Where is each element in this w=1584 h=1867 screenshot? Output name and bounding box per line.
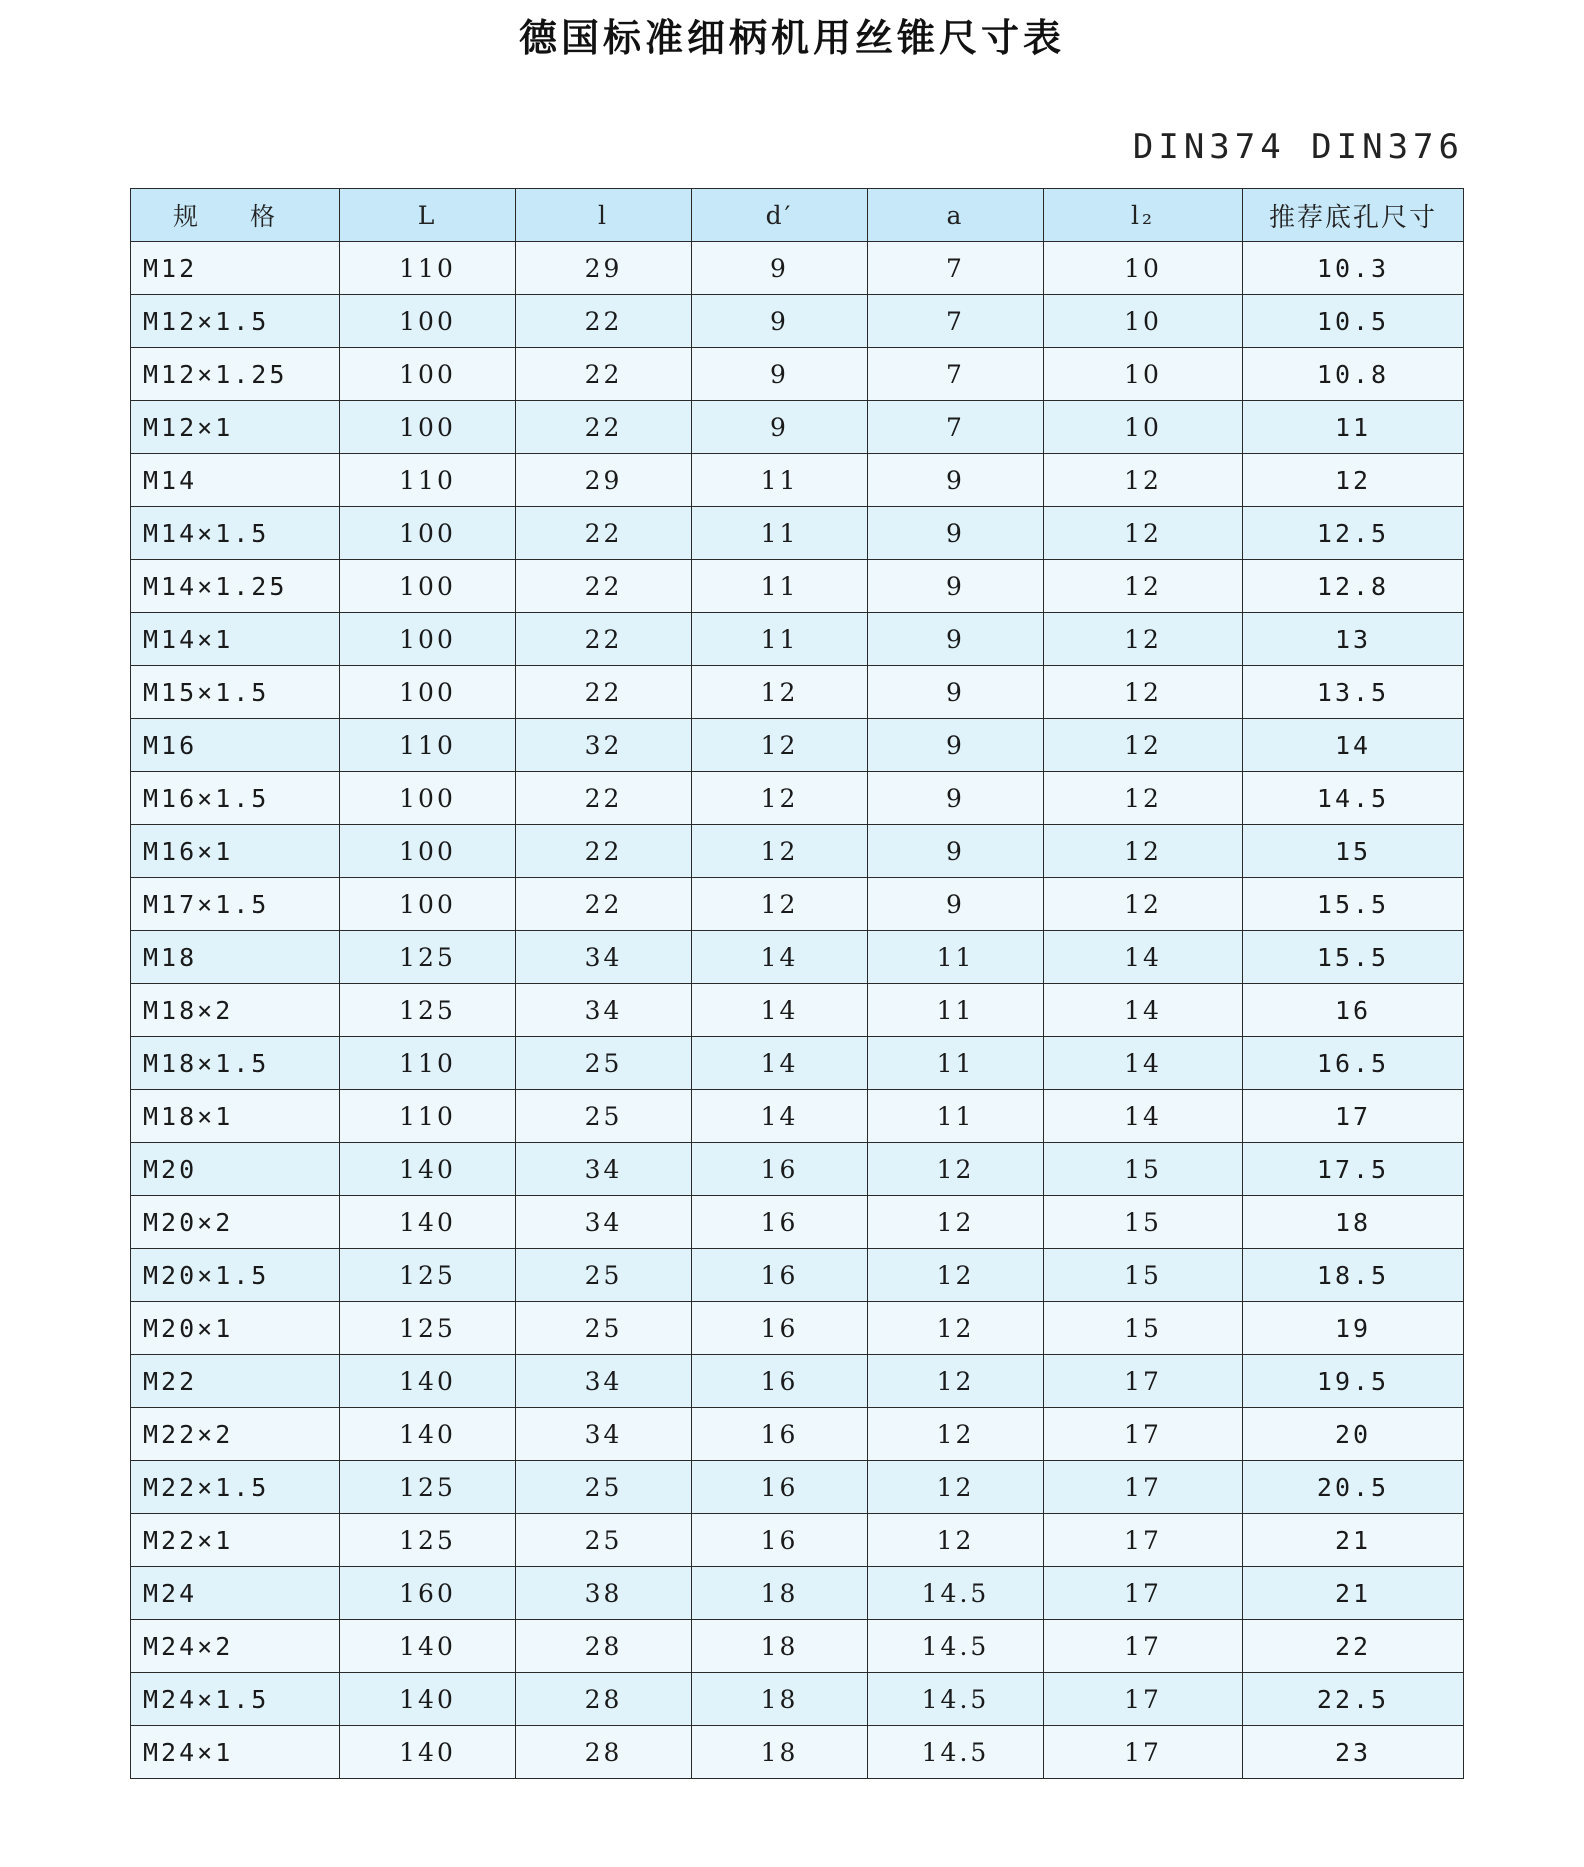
spec-cell: M18×1.5 [131, 1037, 340, 1090]
shank-diameter-cell: 14 [692, 1090, 868, 1143]
table-row [131, 666, 1464, 719]
square-length-cell: 17 [1044, 1726, 1243, 1779]
square-size-cell: 11 [868, 984, 1044, 1037]
square-length-cell: 12 [1044, 613, 1243, 666]
overall-length-cell: 100 [340, 825, 516, 878]
square-size-cell: 14.5 [868, 1620, 1044, 1673]
header-overall-length: L [340, 189, 516, 242]
hole-cell: 12 [1243, 454, 1464, 507]
hole-cell: 12.8 [1243, 560, 1464, 613]
tap-dimension-table [130, 188, 1464, 1779]
square-size-cell: 12 [868, 1514, 1044, 1567]
shank-diameter-cell: 12 [692, 878, 868, 931]
square-length-cell: 17 [1044, 1461, 1243, 1514]
square-size-cell: 12 [868, 1408, 1044, 1461]
hole-cell: 13 [1243, 613, 1464, 666]
table-row [131, 1461, 1464, 1514]
shank-diameter-cell: 9 [692, 348, 868, 401]
shank-diameter-cell: 16 [692, 1143, 868, 1196]
overall-length-cell: 125 [340, 1514, 516, 1567]
square-length-cell: 17 [1044, 1408, 1243, 1461]
square-size-cell: 11 [868, 1037, 1044, 1090]
square-size-cell: 11 [868, 1090, 1044, 1143]
spec-cell: M18×2 [131, 984, 340, 1037]
table-row [131, 931, 1464, 984]
hole-cell: 17 [1243, 1090, 1464, 1143]
square-length-cell: 14 [1044, 984, 1243, 1037]
hole-cell: 17.5 [1243, 1143, 1464, 1196]
spec-cell: M15×1.5 [131, 666, 340, 719]
shank-diameter-cell: 11 [692, 507, 868, 560]
overall-length-cell: 110 [340, 454, 516, 507]
hole-cell: 22 [1243, 1620, 1464, 1673]
table-row [131, 1726, 1464, 1779]
thread-length-cell: 34 [516, 1355, 692, 1408]
header-square-length: l₂ [1044, 189, 1243, 242]
thread-length-cell: 34 [516, 1196, 692, 1249]
table-row [131, 1196, 1464, 1249]
square-length-cell: 12 [1044, 507, 1243, 560]
shank-diameter-cell: 16 [692, 1302, 868, 1355]
overall-length-cell: 140 [340, 1408, 516, 1461]
shank-diameter-cell: 9 [692, 401, 868, 454]
overall-length-cell: 100 [340, 560, 516, 613]
spec-cell: M24×1.5 [131, 1673, 340, 1726]
square-length-cell: 12 [1044, 719, 1243, 772]
overall-length-cell: 125 [340, 984, 516, 1037]
square-size-cell: 9 [868, 878, 1044, 931]
spec-cell: M14×1 [131, 613, 340, 666]
hole-cell: 21 [1243, 1514, 1464, 1567]
square-size-cell: 14.5 [868, 1567, 1044, 1620]
table-row [131, 560, 1464, 613]
hole-cell: 10.3 [1243, 242, 1464, 295]
hole-cell: 15.5 [1243, 878, 1464, 931]
thread-length-cell: 32 [516, 719, 692, 772]
shank-diameter-cell: 16 [692, 1461, 868, 1514]
square-size-cell: 9 [868, 613, 1044, 666]
hole-cell: 21 [1243, 1567, 1464, 1620]
square-size-cell: 12 [868, 1249, 1044, 1302]
spec-cell: M22×1 [131, 1514, 340, 1567]
hole-cell: 18 [1243, 1196, 1464, 1249]
thread-length-cell: 29 [516, 454, 692, 507]
shank-diameter-cell: 9 [692, 295, 868, 348]
hole-cell: 10.8 [1243, 348, 1464, 401]
square-size-cell: 7 [868, 348, 1044, 401]
square-length-cell: 14 [1044, 1037, 1243, 1090]
hole-cell: 19 [1243, 1302, 1464, 1355]
table-row [131, 1249, 1464, 1302]
square-length-cell: 14 [1044, 1090, 1243, 1143]
shank-diameter-cell: 16 [692, 1514, 868, 1567]
spec-cell: M12 [131, 242, 340, 295]
square-length-cell: 10 [1044, 348, 1243, 401]
table-row [131, 1567, 1464, 1620]
shank-diameter-cell: 18 [692, 1673, 868, 1726]
overall-length-cell: 125 [340, 1249, 516, 1302]
overall-length-cell: 100 [340, 772, 516, 825]
overall-length-cell: 100 [340, 507, 516, 560]
hole-cell: 20.5 [1243, 1461, 1464, 1514]
square-length-cell: 17 [1044, 1514, 1243, 1567]
table-row [131, 1037, 1464, 1090]
square-size-cell: 9 [868, 772, 1044, 825]
thread-length-cell: 22 [516, 507, 692, 560]
square-size-cell: 14.5 [868, 1673, 1044, 1726]
shank-diameter-cell: 11 [692, 454, 868, 507]
spec-cell: M16 [131, 719, 340, 772]
shank-diameter-cell: 18 [692, 1726, 868, 1779]
thread-length-cell: 29 [516, 242, 692, 295]
overall-length-cell: 125 [340, 1461, 516, 1514]
hole-cell: 10.5 [1243, 295, 1464, 348]
square-size-cell: 9 [868, 666, 1044, 719]
thread-length-cell: 25 [516, 1249, 692, 1302]
spec-cell: M18×1 [131, 1090, 340, 1143]
square-size-cell: 12 [868, 1355, 1044, 1408]
overall-length-cell: 100 [340, 613, 516, 666]
spec-cell: M14×1.5 [131, 507, 340, 560]
table-row [131, 348, 1464, 401]
thread-length-cell: 22 [516, 825, 692, 878]
spec-cell: M20×2 [131, 1196, 340, 1249]
table-row [131, 1514, 1464, 1567]
overall-length-cell: 140 [340, 1143, 516, 1196]
header-recommended-hole: 推荐底孔尺寸 [1243, 189, 1464, 242]
square-length-cell: 12 [1044, 560, 1243, 613]
spec-cell: M22 [131, 1355, 340, 1408]
page-title: 德国标准细柄机用丝锥尺寸表 [518, 16, 1065, 60]
thread-length-cell: 34 [516, 1408, 692, 1461]
table-row [131, 719, 1464, 772]
spec-cell: M16×1 [131, 825, 340, 878]
thread-length-cell: 34 [516, 1143, 692, 1196]
square-size-cell: 9 [868, 507, 1044, 560]
hole-cell: 12.5 [1243, 507, 1464, 560]
overall-length-cell: 110 [340, 719, 516, 772]
spec-cell: M12×1 [131, 401, 340, 454]
table-row [131, 454, 1464, 507]
square-size-cell: 7 [868, 401, 1044, 454]
thread-length-cell: 25 [516, 1514, 692, 1567]
overall-length-cell: 125 [340, 1302, 516, 1355]
table-header-row [131, 189, 1464, 242]
square-length-cell: 12 [1044, 772, 1243, 825]
shank-diameter-cell: 16 [692, 1355, 868, 1408]
shank-diameter-cell: 12 [692, 772, 868, 825]
square-size-cell: 7 [868, 295, 1044, 348]
hole-cell: 16 [1243, 984, 1464, 1037]
overall-length-cell: 110 [340, 1090, 516, 1143]
table-row [131, 1090, 1464, 1143]
table-row [131, 401, 1464, 454]
shank-diameter-cell: 14 [692, 931, 868, 984]
shank-diameter-cell: 12 [692, 666, 868, 719]
shank-diameter-cell: 18 [692, 1620, 868, 1673]
square-length-cell: 17 [1044, 1673, 1243, 1726]
square-length-cell: 12 [1044, 454, 1243, 507]
spec-cell: M20×1 [131, 1302, 340, 1355]
hole-cell: 19.5 [1243, 1355, 1464, 1408]
table-row [131, 507, 1464, 560]
table-row [131, 1143, 1464, 1196]
shank-diameter-cell: 16 [692, 1408, 868, 1461]
overall-length-cell: 110 [340, 1037, 516, 1090]
overall-length-cell: 140 [340, 1726, 516, 1779]
overall-length-cell: 140 [340, 1355, 516, 1408]
thread-length-cell: 22 [516, 348, 692, 401]
thread-length-cell: 22 [516, 666, 692, 719]
shank-diameter-cell: 14 [692, 1037, 868, 1090]
hole-cell: 18.5 [1243, 1249, 1464, 1302]
spec-cell: M24×2 [131, 1620, 340, 1673]
table-row [131, 242, 1464, 295]
thread-length-cell: 22 [516, 295, 692, 348]
square-size-cell: 11 [868, 931, 1044, 984]
hole-cell: 11 [1243, 401, 1464, 454]
thread-length-cell: 28 [516, 1673, 692, 1726]
hole-cell: 15.5 [1243, 931, 1464, 984]
square-length-cell: 15 [1044, 1196, 1243, 1249]
hole-cell: 22.5 [1243, 1673, 1464, 1726]
table-row [131, 613, 1464, 666]
spec-cell: M12×1.25 [131, 348, 340, 401]
hole-cell: 16.5 [1243, 1037, 1464, 1090]
square-size-cell: 9 [868, 454, 1044, 507]
spec-cell: M24×1 [131, 1726, 340, 1779]
square-size-cell: 7 [868, 242, 1044, 295]
table-row [131, 825, 1464, 878]
overall-length-cell: 125 [340, 931, 516, 984]
hole-cell: 14 [1243, 719, 1464, 772]
spec-cell: M18 [131, 931, 340, 984]
square-length-cell: 17 [1044, 1567, 1243, 1620]
shank-diameter-cell: 9 [692, 242, 868, 295]
overall-length-cell: 100 [340, 878, 516, 931]
standard-code: DIN374 DIN376 [1132, 127, 1464, 167]
spec-cell: M20×1.5 [131, 1249, 340, 1302]
shank-diameter-cell: 12 [692, 825, 868, 878]
square-size-cell: 9 [868, 560, 1044, 613]
overall-length-cell: 160 [340, 1567, 516, 1620]
table-row [131, 1408, 1464, 1461]
thread-length-cell: 34 [516, 984, 692, 1037]
spec-cell: M14 [131, 454, 340, 507]
shank-diameter-cell: 18 [692, 1567, 868, 1620]
square-length-cell: 10 [1044, 295, 1243, 348]
spec-cell: M14×1.25 [131, 560, 340, 613]
overall-length-cell: 110 [340, 242, 516, 295]
square-size-cell: 12 [868, 1461, 1044, 1514]
square-length-cell: 15 [1044, 1302, 1243, 1355]
thread-length-cell: 22 [516, 613, 692, 666]
square-length-cell: 10 [1044, 401, 1243, 454]
square-length-cell: 15 [1044, 1143, 1243, 1196]
thread-length-cell: 28 [516, 1726, 692, 1779]
overall-length-cell: 100 [340, 295, 516, 348]
thread-length-cell: 22 [516, 878, 692, 931]
overall-length-cell: 100 [340, 348, 516, 401]
square-size-cell: 9 [868, 719, 1044, 772]
hole-cell: 13.5 [1243, 666, 1464, 719]
thread-length-cell: 38 [516, 1567, 692, 1620]
hole-cell: 15 [1243, 825, 1464, 878]
thread-length-cell: 22 [516, 772, 692, 825]
table-body [131, 242, 1464, 1779]
header-square-size: a [868, 189, 1044, 242]
table-row [131, 1620, 1464, 1673]
overall-length-cell: 140 [340, 1620, 516, 1673]
square-size-cell: 12 [868, 1143, 1044, 1196]
table-row [131, 295, 1464, 348]
table-row [131, 1673, 1464, 1726]
spec-cell: M12×1.5 [131, 295, 340, 348]
square-length-cell: 12 [1044, 666, 1243, 719]
square-length-cell: 17 [1044, 1620, 1243, 1673]
overall-length-cell: 140 [340, 1196, 516, 1249]
spec-cell: M16×1.5 [131, 772, 340, 825]
square-length-cell: 15 [1044, 1249, 1243, 1302]
table-row [131, 878, 1464, 931]
square-size-cell: 9 [868, 825, 1044, 878]
square-length-cell: 12 [1044, 878, 1243, 931]
hole-cell: 20 [1243, 1408, 1464, 1461]
thread-length-cell: 34 [516, 931, 692, 984]
square-size-cell: 12 [868, 1196, 1044, 1249]
header-shank-diameter: d′ [692, 189, 868, 242]
square-size-cell: 14.5 [868, 1726, 1044, 1779]
shank-diameter-cell: 14 [692, 984, 868, 1037]
thread-length-cell: 25 [516, 1302, 692, 1355]
header-spec: 规 格 [131, 189, 340, 242]
thread-length-cell: 22 [516, 401, 692, 454]
square-length-cell: 17 [1044, 1355, 1243, 1408]
overall-length-cell: 140 [340, 1673, 516, 1726]
table-row [131, 1355, 1464, 1408]
hole-cell: 23 [1243, 1726, 1464, 1779]
thread-length-cell: 25 [516, 1461, 692, 1514]
table-row [131, 984, 1464, 1037]
shank-diameter-cell: 16 [692, 1249, 868, 1302]
shank-diameter-cell: 11 [692, 613, 868, 666]
shank-diameter-cell: 11 [692, 560, 868, 613]
thread-length-cell: 25 [516, 1037, 692, 1090]
square-length-cell: 12 [1044, 825, 1243, 878]
spec-cell: M20 [131, 1143, 340, 1196]
square-length-cell: 10 [1044, 242, 1243, 295]
square-size-cell: 12 [868, 1302, 1044, 1355]
thread-length-cell: 25 [516, 1090, 692, 1143]
spec-cell: M22×1.5 [131, 1461, 340, 1514]
table-row [131, 1302, 1464, 1355]
spec-cell: M24 [131, 1567, 340, 1620]
shank-diameter-cell: 16 [692, 1196, 868, 1249]
spec-cell: M17×1.5 [131, 878, 340, 931]
thread-length-cell: 22 [516, 560, 692, 613]
thread-length-cell: 28 [516, 1620, 692, 1673]
spec-cell: M22×2 [131, 1408, 340, 1461]
overall-length-cell: 100 [340, 401, 516, 454]
square-length-cell: 14 [1044, 931, 1243, 984]
overall-length-cell: 100 [340, 666, 516, 719]
hole-cell: 14.5 [1243, 772, 1464, 825]
table-row [131, 772, 1464, 825]
shank-diameter-cell: 12 [692, 719, 868, 772]
header-thread-length: l [516, 189, 692, 242]
